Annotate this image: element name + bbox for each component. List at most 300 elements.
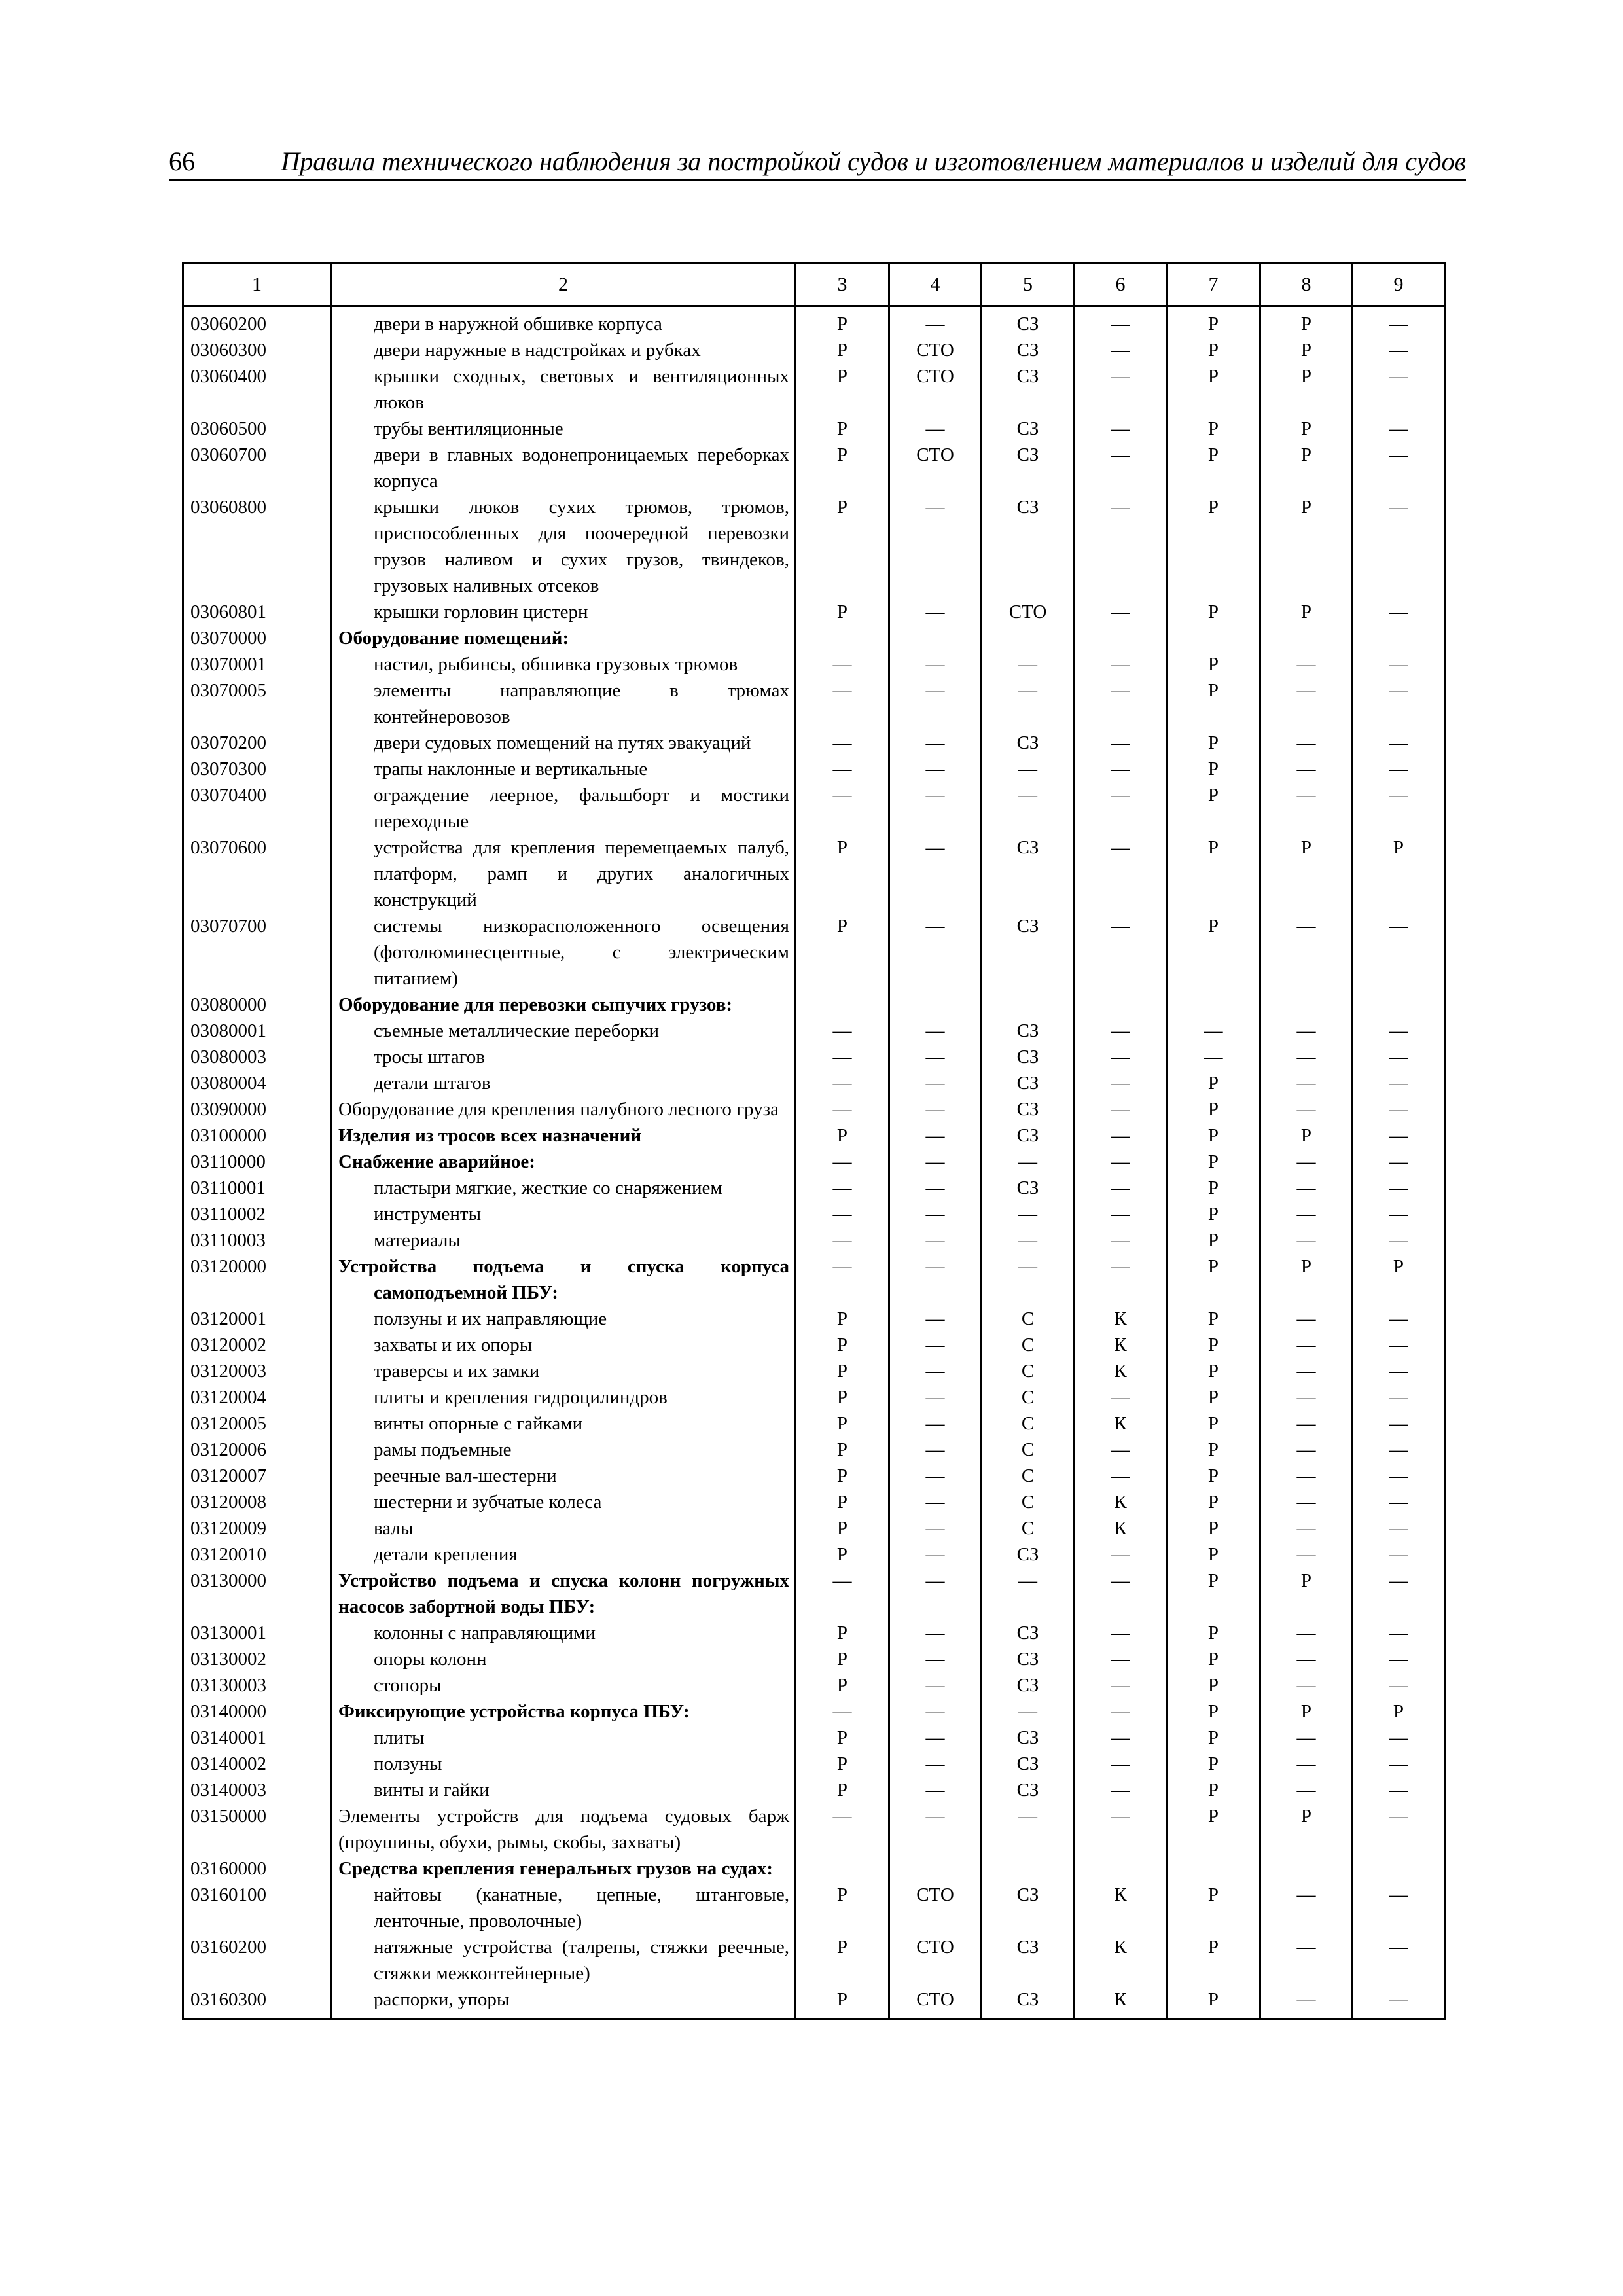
cell-col-7: Р <box>1167 1698 1260 1725</box>
cell-col-6: — <box>1075 730 1167 756</box>
item-name: захваты и их опоры <box>331 1332 796 1358</box>
item-name: материалы <box>331 1227 796 1253</box>
cell-col-7: Р <box>1167 416 1260 442</box>
cell-col-9: — <box>1353 651 1445 677</box>
cell-col-4: — <box>889 1175 982 1201</box>
cell-col-3: Р <box>796 1384 889 1410</box>
item-code: 03120009 <box>183 1515 331 1541</box>
table-row <box>183 1096 1445 1122</box>
table-row <box>183 1410 1445 1437</box>
cell-col-6: — <box>1075 1149 1167 1175</box>
table-row <box>183 337 1445 363</box>
table-row <box>183 1568 1445 1620</box>
cell-col-4: — <box>889 416 982 442</box>
cell-col-5: СЗ <box>982 1096 1075 1122</box>
item-name: ползуны <box>331 1751 796 1777</box>
item-code: 03140003 <box>183 1777 331 1803</box>
cell-col-7: Р <box>1167 1437 1260 1463</box>
cell-col-8: Р <box>1260 834 1353 913</box>
cell-col-9: Р <box>1353 1698 1445 1725</box>
cell-col-5: С <box>982 1358 1075 1384</box>
item-name: плиты и крепления гидроцилиндров <box>331 1384 796 1410</box>
cell-col-5: СЗ <box>982 494 1075 599</box>
item-name: траверсы и их замки <box>331 1358 796 1384</box>
cell-col-5: СЗ <box>982 1882 1075 1934</box>
item-code: 03120000 <box>183 1253 331 1306</box>
cell-col-7: Р <box>1167 1096 1260 1122</box>
item-code: 03110003 <box>183 1227 331 1253</box>
cell-col-6: — <box>1075 1096 1167 1122</box>
group-name: Устройства подъема и спуска корпуса самоподъемной ПБУ: <box>331 1253 796 1306</box>
cell-col-3: — <box>796 1096 889 1122</box>
cell-col-8: — <box>1260 1620 1353 1646</box>
item-code: 03070600 <box>183 834 331 913</box>
cell-col-5: — <box>982 1568 1075 1620</box>
cell-col-7: — <box>1167 1044 1260 1070</box>
cell-col-4: — <box>889 306 982 338</box>
group-name: Элементы устройств для подъема судовых барж (проушины, обухи, рымы, скобы, захваты) <box>331 1803 796 1856</box>
cell-col-6: — <box>1075 1646 1167 1672</box>
cell-col-4: — <box>889 677 982 730</box>
cell-col-5: СЗ <box>982 1751 1075 1777</box>
item-code: 03060300 <box>183 337 331 363</box>
cell-col-3 <box>796 992 889 1018</box>
cell-col-9: — <box>1353 782 1445 834</box>
cell-col-3: Р <box>796 442 889 494</box>
cell-col-6 <box>1075 992 1167 1018</box>
cell-col-7: Р <box>1167 1306 1260 1332</box>
item-name: тросы штагов <box>331 1044 796 1070</box>
cell-col-6: К <box>1075 1489 1167 1515</box>
cell-col-5: — <box>982 1227 1075 1253</box>
cell-col-8: Р <box>1260 442 1353 494</box>
cell-col-6: — <box>1075 1751 1167 1777</box>
column-header-7: 7 <box>1167 264 1260 306</box>
cell-col-4: — <box>889 1620 982 1646</box>
cell-col-8: — <box>1260 1227 1353 1253</box>
item-code: 03120002 <box>183 1332 331 1358</box>
cell-col-3: — <box>796 1803 889 1856</box>
table-row <box>183 1044 1445 1070</box>
table-row <box>183 1672 1445 1698</box>
item-name: плиты <box>331 1725 796 1751</box>
cell-col-3: — <box>796 1568 889 1620</box>
cell-col-6: — <box>1075 1227 1167 1253</box>
cell-col-4: — <box>889 1070 982 1096</box>
cell-col-7: Р <box>1167 1122 1260 1149</box>
cell-col-5 <box>982 1856 1075 1882</box>
item-name: двери в наружной обшивке корпуса <box>331 306 796 338</box>
cell-col-5: С <box>982 1332 1075 1358</box>
cell-col-4: — <box>889 1751 982 1777</box>
cell-col-9: — <box>1353 1070 1445 1096</box>
item-code: 03060500 <box>183 416 331 442</box>
cell-col-9: — <box>1353 1568 1445 1620</box>
cell-col-4 <box>889 1856 982 1882</box>
table-row <box>183 677 1445 730</box>
column-header-4: 4 <box>889 264 982 306</box>
cell-col-3: — <box>796 1253 889 1306</box>
cell-col-3: Р <box>796 1515 889 1541</box>
cell-col-6: — <box>1075 1568 1167 1620</box>
item-name: пластыри мягкие, жесткие со снаряжением <box>331 1175 796 1201</box>
item-name: шестерни и зубчатые колеса <box>331 1489 796 1515</box>
item-name: крышки сходных, световых и вентиляционных люков <box>331 363 796 416</box>
cell-col-5: — <box>982 1253 1075 1306</box>
cell-col-3: Р <box>796 1882 889 1934</box>
item-name: двери судовых помещений на путях эвакуаций <box>331 730 796 756</box>
cell-col-6: К <box>1075 1934 1167 1986</box>
cell-col-4: СТО <box>889 363 982 416</box>
item-name: натяжные устройства (талрепы, стяжки реечные, стяжки межконтейнерные) <box>331 1934 796 1986</box>
cell-col-6: К <box>1075 1358 1167 1384</box>
cell-col-9: — <box>1353 1725 1445 1751</box>
column-header-6: 6 <box>1075 264 1167 306</box>
cell-col-4: — <box>889 1384 982 1410</box>
cell-col-7: Р <box>1167 756 1260 782</box>
cell-col-6: — <box>1075 337 1167 363</box>
cell-col-8 <box>1260 625 1353 651</box>
table-row <box>183 1332 1445 1358</box>
cell-col-6: — <box>1075 677 1167 730</box>
item-name: колонны с направляющими <box>331 1620 796 1646</box>
cell-col-8: Р <box>1260 1803 1353 1856</box>
column-header-5: 5 <box>982 264 1075 306</box>
cell-col-3: Р <box>796 416 889 442</box>
group-name: Снабжение аварийное: <box>331 1149 796 1175</box>
cell-col-3: Р <box>796 1306 889 1332</box>
item-name: трапы наклонные и вертикальные <box>331 756 796 782</box>
cell-col-7: Р <box>1167 494 1260 599</box>
item-code: 03120006 <box>183 1437 331 1463</box>
cell-col-8: — <box>1260 1358 1353 1384</box>
item-name: детали крепления <box>331 1541 796 1568</box>
cell-col-4: — <box>889 1541 982 1568</box>
cell-col-4: — <box>889 1725 982 1751</box>
cell-col-4: — <box>889 1149 982 1175</box>
cell-col-3: Р <box>796 1410 889 1437</box>
table-row <box>183 1018 1445 1044</box>
item-code: 03140001 <box>183 1725 331 1751</box>
cell-col-4: — <box>889 1332 982 1358</box>
cell-col-7: Р <box>1167 442 1260 494</box>
cell-col-8: — <box>1260 1175 1353 1201</box>
cell-col-6 <box>1075 1856 1167 1882</box>
cell-col-4: — <box>889 1306 982 1332</box>
cell-col-5: — <box>982 756 1075 782</box>
cell-col-9: — <box>1353 677 1445 730</box>
cell-col-3: Р <box>796 1358 889 1384</box>
cell-col-8: — <box>1260 1541 1353 1568</box>
cell-col-6: — <box>1075 442 1167 494</box>
table-row <box>183 756 1445 782</box>
table-row <box>183 1986 1445 2019</box>
cell-col-6: — <box>1075 363 1167 416</box>
cell-col-9: — <box>1353 1515 1445 1541</box>
cell-col-4: — <box>889 494 982 599</box>
cell-col-4: — <box>889 1568 982 1620</box>
table-row <box>183 1646 1445 1672</box>
group-name: Оборудование для перевозки сыпучих грузов: <box>331 992 796 1018</box>
item-code: 03070200 <box>183 730 331 756</box>
table-row <box>183 1201 1445 1227</box>
cell-col-8: — <box>1260 1201 1353 1227</box>
cell-col-9: — <box>1353 1803 1445 1856</box>
table-row <box>183 1437 1445 1463</box>
item-code: 03120004 <box>183 1384 331 1410</box>
table-row <box>183 1384 1445 1410</box>
item-name: трубы вентиляционные <box>331 416 796 442</box>
cell-col-6: — <box>1075 1698 1167 1725</box>
item-name: двери в главных водонепроницаемых переборках корпуса <box>331 442 796 494</box>
cell-col-7: Р <box>1167 1253 1260 1306</box>
cell-col-8: — <box>1260 1777 1353 1803</box>
item-name: реечные вал-шестерни <box>331 1463 796 1489</box>
cell-col-3: Р <box>796 306 889 338</box>
item-code: 03140000 <box>183 1698 331 1725</box>
cell-col-9: — <box>1353 1751 1445 1777</box>
item-name: ползуны и их направляющие <box>331 1306 796 1332</box>
cell-col-6: — <box>1075 1018 1167 1044</box>
cell-col-5: — <box>982 1698 1075 1725</box>
cell-col-9: — <box>1353 1358 1445 1384</box>
cell-col-8: Р <box>1260 1568 1353 1620</box>
cell-col-3: Р <box>796 1646 889 1672</box>
cell-col-5: С <box>982 1384 1075 1410</box>
cell-col-5: СЗ <box>982 1646 1075 1672</box>
cell-col-5: СЗ <box>982 363 1075 416</box>
item-code: 03080001 <box>183 1018 331 1044</box>
item-code: 03110002 <box>183 1201 331 1227</box>
cell-col-6: К <box>1075 1306 1167 1332</box>
cell-col-7: Р <box>1167 1201 1260 1227</box>
cell-col-3: Р <box>796 1620 889 1646</box>
cell-col-6: К <box>1075 1986 1167 2019</box>
cell-col-6: К <box>1075 1515 1167 1541</box>
cell-col-9: — <box>1353 599 1445 625</box>
table-row <box>183 1882 1445 1934</box>
table-row <box>183 1070 1445 1096</box>
cell-col-7: Р <box>1167 599 1260 625</box>
cell-col-5: С <box>982 1306 1075 1332</box>
cell-col-9: Р <box>1353 1253 1445 1306</box>
cell-col-5: СЗ <box>982 1986 1075 2019</box>
cell-col-9: — <box>1353 1986 1445 2019</box>
cell-col-5: СЗ <box>982 1777 1075 1803</box>
cell-col-6: К <box>1075 1410 1167 1437</box>
cell-col-6: — <box>1075 651 1167 677</box>
cell-col-4: — <box>889 1437 982 1463</box>
item-code: 03090000 <box>183 1096 331 1122</box>
item-code: 03070001 <box>183 651 331 677</box>
cell-col-8: Р <box>1260 1253 1353 1306</box>
table-row <box>183 625 1445 651</box>
cell-col-7: Р <box>1167 337 1260 363</box>
item-name: ограждение леерное, фальшборт и мостики переходные <box>331 782 796 834</box>
table-row <box>183 599 1445 625</box>
cell-col-8 <box>1260 992 1353 1018</box>
table-header <box>183 264 1445 306</box>
header-rule <box>169 179 1466 181</box>
cell-col-5: СЗ <box>982 834 1075 913</box>
cell-col-7: Р <box>1167 1620 1260 1646</box>
cell-col-7: Р <box>1167 1175 1260 1201</box>
item-code: 03150000 <box>183 1803 331 1856</box>
item-code: 03160200 <box>183 1934 331 1986</box>
cell-col-7: — <box>1167 1018 1260 1044</box>
cell-col-3: — <box>796 782 889 834</box>
cell-col-4: — <box>889 1489 982 1515</box>
item-code: 03070005 <box>183 677 331 730</box>
cell-col-9: — <box>1353 1882 1445 1934</box>
cell-col-8: — <box>1260 1725 1353 1751</box>
cell-col-7: Р <box>1167 1986 1260 2019</box>
cell-col-6: — <box>1075 1672 1167 1698</box>
cell-col-9: — <box>1353 1437 1445 1463</box>
cell-col-5: — <box>982 1149 1075 1175</box>
item-code: 03160000 <box>183 1856 331 1882</box>
cell-col-8: — <box>1260 1515 1353 1541</box>
table-row <box>183 442 1445 494</box>
cell-col-7: Р <box>1167 1882 1260 1934</box>
cell-col-5: СЗ <box>982 442 1075 494</box>
cell-col-9: — <box>1353 1096 1445 1122</box>
cell-col-6 <box>1075 625 1167 651</box>
cell-col-5: С <box>982 1515 1075 1541</box>
cell-col-3: — <box>796 1227 889 1253</box>
table-row <box>183 1698 1445 1725</box>
cell-col-9: — <box>1353 1306 1445 1332</box>
cell-col-9: Р <box>1353 834 1445 913</box>
cell-col-8: — <box>1260 913 1353 992</box>
cell-col-8: — <box>1260 1332 1353 1358</box>
cell-col-5: СЗ <box>982 416 1075 442</box>
cell-col-9: — <box>1353 1672 1445 1698</box>
cell-col-4: — <box>889 1227 982 1253</box>
cell-col-5: СТО <box>982 599 1075 625</box>
cell-col-4: — <box>889 1803 982 1856</box>
group-name: Изделия из тросов всех назначений <box>331 1122 796 1149</box>
table-body <box>183 306 1445 2019</box>
cell-col-8: — <box>1260 1986 1353 2019</box>
item-name: инструменты <box>331 1201 796 1227</box>
cell-col-9 <box>1353 992 1445 1018</box>
cell-col-4: — <box>889 834 982 913</box>
cell-col-6: — <box>1075 1777 1167 1803</box>
cell-col-3: Р <box>796 1332 889 1358</box>
item-code: 03080000 <box>183 992 331 1018</box>
item-name: системы низкорасположенного освещения (фотолюминесцентные, с электрическим питанием) <box>331 913 796 992</box>
cell-col-5: — <box>982 1201 1075 1227</box>
cell-col-4: — <box>889 1018 982 1044</box>
cell-col-6: — <box>1075 306 1167 338</box>
item-code: 03110000 <box>183 1149 331 1175</box>
cell-col-3: — <box>796 1044 889 1070</box>
cell-col-8: — <box>1260 1044 1353 1070</box>
cell-col-5: СЗ <box>982 1070 1075 1096</box>
cell-col-6: — <box>1075 1803 1167 1856</box>
item-name: рамы подъемные <box>331 1437 796 1463</box>
cell-col-6: — <box>1075 1122 1167 1149</box>
column-header-1: 1 <box>183 264 331 306</box>
cell-col-9: — <box>1353 730 1445 756</box>
cell-col-8: Р <box>1260 363 1353 416</box>
table-row <box>183 730 1445 756</box>
cell-col-4: — <box>889 1515 982 1541</box>
cell-col-8: — <box>1260 651 1353 677</box>
item-name: винты и гайки <box>331 1777 796 1803</box>
cell-col-7: Р <box>1167 1646 1260 1672</box>
item-code: 03070400 <box>183 782 331 834</box>
cell-col-3: — <box>796 730 889 756</box>
cell-col-5: СЗ <box>982 337 1075 363</box>
cell-col-5: С <box>982 1437 1075 1463</box>
cell-col-6: — <box>1075 782 1167 834</box>
cell-col-8: — <box>1260 1384 1353 1410</box>
cell-col-4: — <box>889 1122 982 1149</box>
group-name: Фиксирующие устройства корпуса ПБУ: <box>331 1698 796 1725</box>
cell-col-5: СЗ <box>982 1018 1075 1044</box>
table-row <box>183 1725 1445 1751</box>
item-name: детали штагов <box>331 1070 796 1096</box>
item-code: 03060200 <box>183 306 331 338</box>
cell-col-5: СЗ <box>982 1044 1075 1070</box>
cell-col-7 <box>1167 992 1260 1018</box>
cell-col-3: — <box>796 651 889 677</box>
cell-col-8: Р <box>1260 494 1353 599</box>
cell-col-8: — <box>1260 1882 1353 1934</box>
cell-col-3: Р <box>796 363 889 416</box>
cell-col-5: С <box>982 1463 1075 1489</box>
cell-col-8: — <box>1260 756 1353 782</box>
cell-col-6: К <box>1075 1332 1167 1358</box>
cell-col-9: — <box>1353 1201 1445 1227</box>
cell-col-6: — <box>1075 834 1167 913</box>
item-name: найтовы (канатные, цепные, штанговые, ленточные, проволочные) <box>331 1882 796 1934</box>
cell-col-9: — <box>1353 1332 1445 1358</box>
table-row <box>183 1122 1445 1149</box>
item-code: 03160300 <box>183 1986 331 2019</box>
cell-col-6: — <box>1075 1437 1167 1463</box>
item-name: опоры колонн <box>331 1646 796 1672</box>
item-code: 03060700 <box>183 442 331 494</box>
cell-col-3: — <box>796 1201 889 1227</box>
cell-col-8: — <box>1260 782 1353 834</box>
item-code: 03120001 <box>183 1306 331 1332</box>
table-row <box>183 363 1445 416</box>
table-row <box>183 1541 1445 1568</box>
cell-col-7: Р <box>1167 1227 1260 1253</box>
cell-col-9: — <box>1353 1122 1445 1149</box>
cell-col-7: Р <box>1167 651 1260 677</box>
cell-col-5: — <box>982 1803 1075 1856</box>
cell-col-9: — <box>1353 442 1445 494</box>
cell-col-5: СЗ <box>982 1122 1075 1149</box>
cell-col-4: — <box>889 1777 982 1803</box>
cell-col-4: СТО <box>889 1882 982 1934</box>
cell-col-8: — <box>1260 1096 1353 1122</box>
item-code: 03130003 <box>183 1672 331 1698</box>
cell-col-5: С <box>982 1489 1075 1515</box>
cell-col-5: СЗ <box>982 1725 1075 1751</box>
cell-col-7: Р <box>1167 1751 1260 1777</box>
table-row <box>183 1934 1445 1986</box>
cell-col-9: — <box>1353 1934 1445 1986</box>
cell-col-4: СТО <box>889 1934 982 1986</box>
cell-col-8: — <box>1260 1410 1353 1437</box>
cell-col-9: — <box>1353 306 1445 338</box>
cell-col-7: Р <box>1167 1489 1260 1515</box>
